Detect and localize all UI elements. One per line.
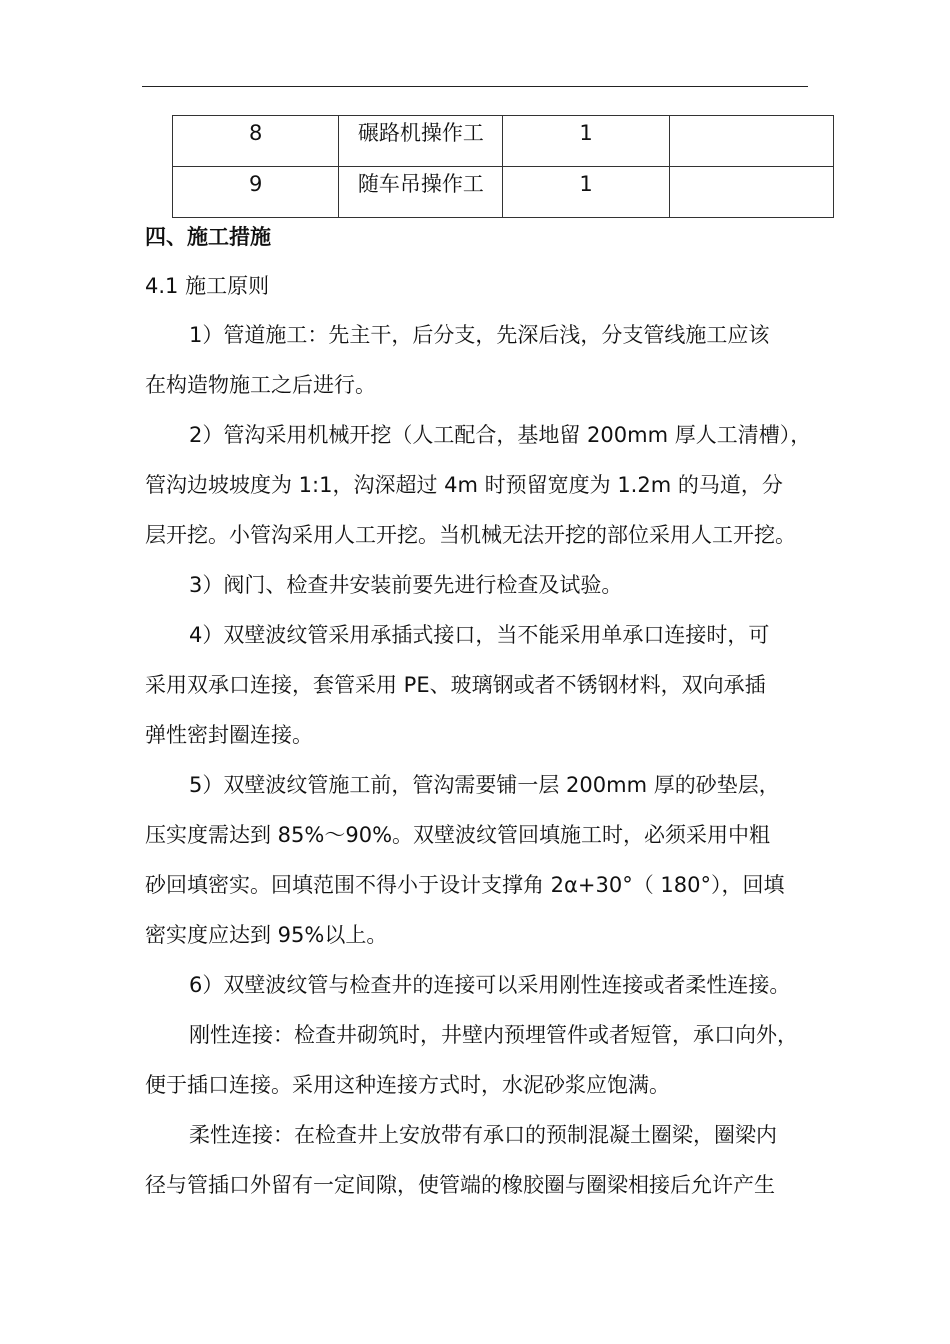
subsection-heading: 4.1 施工原则 [145, 274, 270, 298]
paragraph-line: 采用双承口连接，套管采用 PE、玻璃钢或者不锈钢材料，双向承插 [145, 673, 766, 697]
paragraph-line: 压实度需达到 85%～90%。双壁波纹管回填施工时，必须采用中粗 [145, 823, 771, 847]
paragraph-line: 砂回填密实。回填范围不得小于设计支撑角 2α+30°（ 180°），回填 [145, 873, 785, 897]
paragraph-line: 在构造物施工之后进行。 [145, 373, 376, 397]
table-row [173, 167, 834, 218]
paragraph-line: 柔性连接：在检查井上安放带有承口的预制混凝土圈梁，圈梁内 [189, 1123, 777, 1147]
paragraph-line: 4）双壁波纹管采用承插式接口，当不能采用单承口连接时，可 [189, 623, 770, 647]
paragraph-line: 弹性密封圈连接。 [145, 723, 313, 747]
paragraph-line: 层开挖。小管沟采用人工开挖。当机械无法开挖的部位采用人工开挖。 [145, 523, 796, 547]
header-rule [142, 86, 808, 87]
staff-table [172, 115, 834, 218]
row-note [669, 167, 833, 218]
row-note [669, 116, 833, 167]
row-number: 9 [173, 167, 339, 218]
paragraph-line: 管沟边坡坡度为 1:1，沟深超过 4m 时预留宽度为 1.2m 的马道，分 [145, 473, 783, 497]
row-count: 1 [503, 116, 669, 167]
paragraph-line: 5）双壁波纹管施工前，管沟需要铺一层 200mm 厚的砂垫层， [189, 773, 780, 797]
paragraph-line: 密实度应达到 95%以上。 [145, 923, 388, 947]
row-role: 碾路机操作工 [339, 116, 503, 167]
paragraph-line: 便于插口连接。采用这种连接方式时，水泥砂浆应饱满。 [145, 1073, 670, 1097]
row-role: 随车吊操作工 [339, 167, 503, 218]
paragraph-line: 1）管道施工：先主干，后分支，先深后浅，分支管线施工应该 [189, 323, 770, 347]
paragraph-line: 径与管插口外留有一定间隙，使管端的橡胶圈与圈梁相接后允许产生 [145, 1173, 775, 1197]
paragraph-line: 3）阀门、检查井安装前要先进行检查及试验。 [189, 573, 623, 597]
table-row [173, 116, 834, 167]
paragraph-line: 刚性连接：检查井砌筑时，井壁内预埋管件或者短管，承口向外， [189, 1023, 798, 1047]
paragraph-line: 2）管沟采用机械开挖（人工配合，基地留 200mm 厚人工清槽）， [189, 423, 812, 447]
section-heading: 四、施工措施 [145, 225, 271, 249]
row-number: 8 [173, 116, 339, 167]
paragraph-line: 6）双壁波纹管与检查井的连接可以采用刚性连接或者柔性连接。 [189, 973, 791, 997]
row-count: 1 [503, 167, 669, 218]
